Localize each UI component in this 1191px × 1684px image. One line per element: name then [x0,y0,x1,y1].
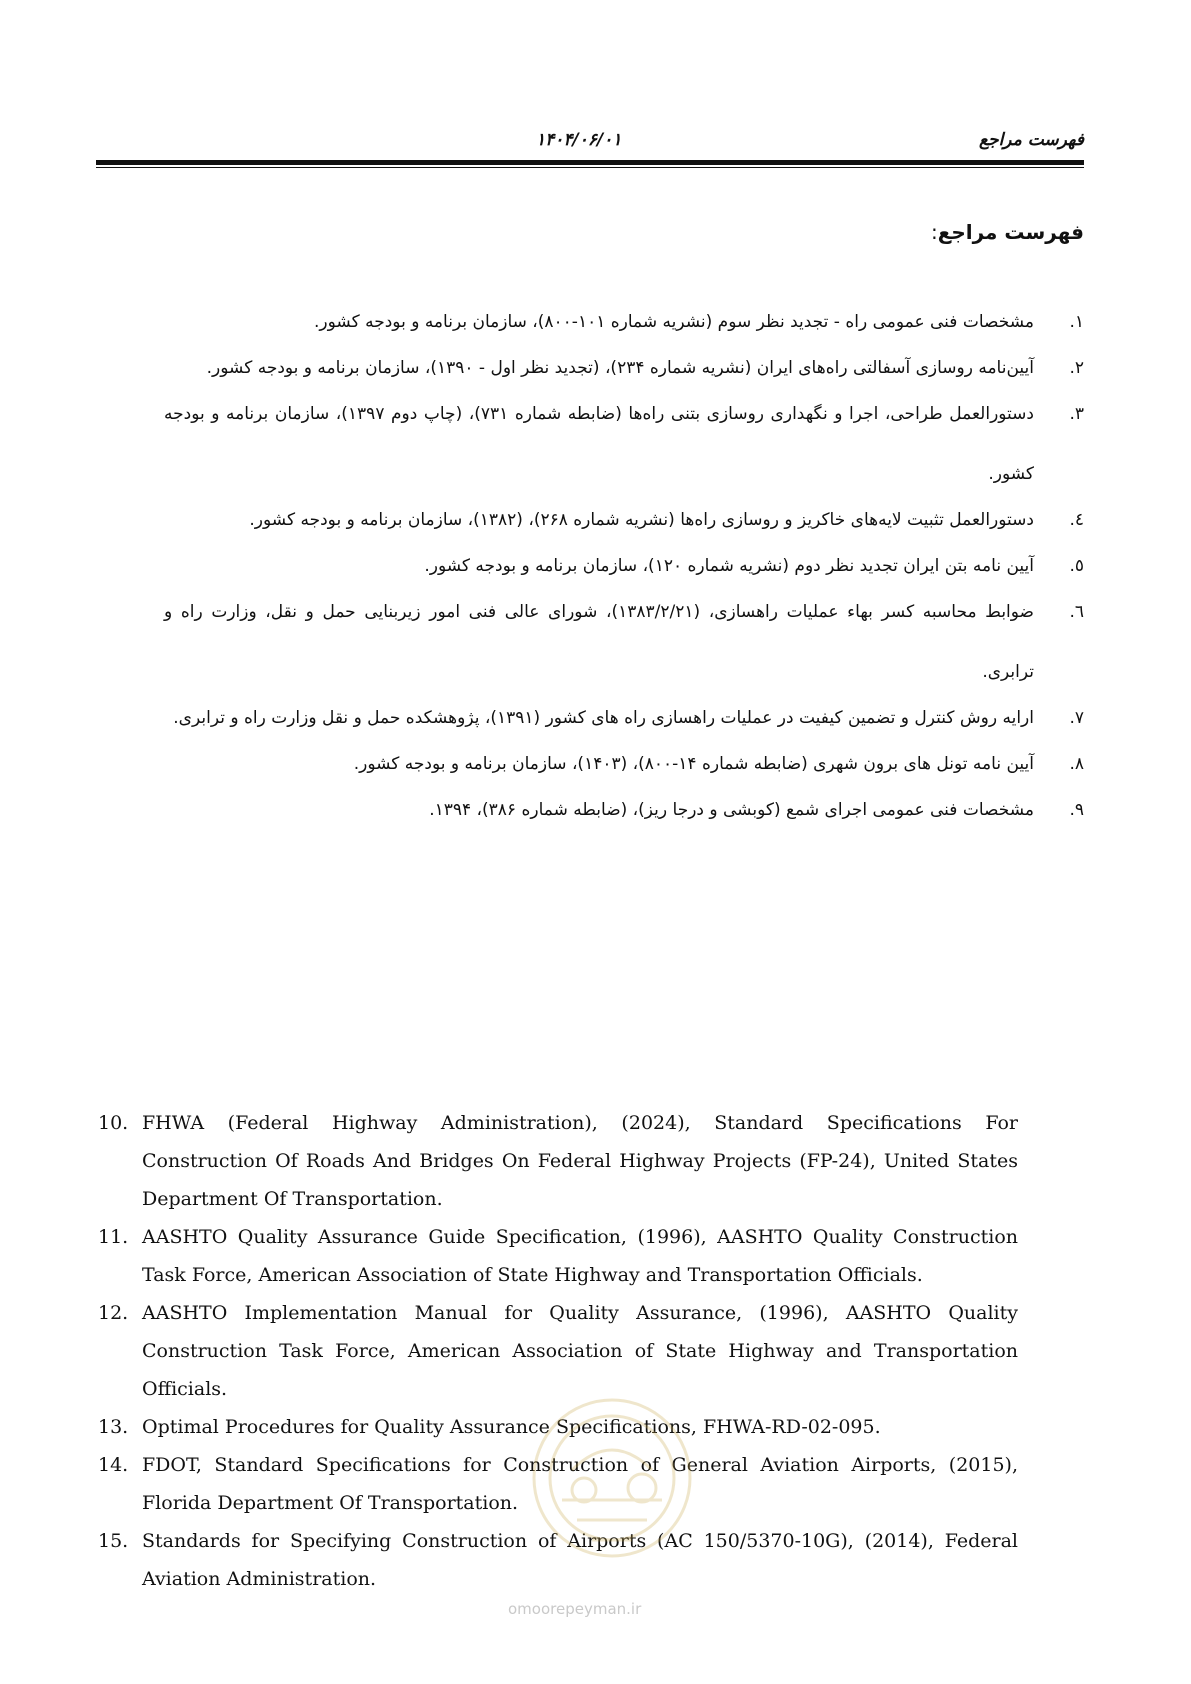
reference-item [98,1104,1018,1218]
reference-text: آیین نامه بتن ایران تجدید نظر دوم (نشریه شماره ۱۲۰)، سازمان برنامه و بودجه کشور. [424,556,1034,576]
reference-number: ۹. [1069,800,1084,820]
seal-logo-icon [492,1370,732,1570]
header-rule-thick [96,160,1084,165]
reference-item [124,384,1084,504]
reference-number: ۸. [1069,754,1084,774]
reference-number: 15. [98,1530,129,1552]
reference-number: ۳. [1069,404,1084,424]
reference-number: 11. [98,1226,129,1248]
section-title [931,220,1084,244]
reference-text: آیین‌نامه روسازی آسفالتی راه‌های ایران (نشریه شماره ۲۳۴)، (تجدید نظر اول - ۱۳۹۰)، سازمان برنامه و بودجه کشور. [206,358,1034,378]
header-date: ۱۴۰۴/۰۶/۰۱ [536,130,622,150]
section-title-text: فهرست مراجع [937,220,1084,244]
reference-number: 12. [98,1302,129,1324]
reference-text: ضوابط محاسبه کسر بهاء عملیات راهسازی، (۱۳۸۳/۲/۲۱)، شورای عالی فنی امور زیربنایی حمل و نقل، وزارت راه و ترابری. [164,602,1034,682]
reference-number: ٦. [1069,602,1084,622]
header-title: فهرست مراجع [979,130,1084,150]
reference-text: مشخصات فنی عمومی راه - تجدید نظر سوم (نشریه شماره ۱۰۱-۸۰۰)، سازمان برنامه و بودجه کشور. [314,312,1034,332]
reference-text: مشخصات فنی عمومی اجرای شمع (کوبشی و درجا ریز)، (ضابطه شماره ۳۸۶)، ۱۳۹۴. [429,800,1034,820]
reference-text: AASHTO Quality Assurance Guide Specification, (1996), AASHTO Quality Construction Task Force, American Association of State Highway and Transportation Officials. [142,1226,1018,1286]
reference-text: آیین نامه تونل های برون شهری (ضابطه شماره ۱۴-۸۰۰)، (۱۴۰۳)، سازمان برنامه و بودجه کشور. [353,754,1034,774]
reference-text: ارایه روش کنترل و تضمین کیفیت در عملیات راهسازی راه های کشور (۱۳۹۱)، پژوهشکده حمل و نقل وزارت راه و ترابری. [173,708,1034,728]
watermark-url: omoorepeyman.ir [508,1600,642,1618]
reference-number: ۲. [1069,358,1084,378]
section-title-colon: : [930,220,938,244]
reference-text: Standards for Specifying Construction of Airports (AC 150/5370-10G), (2014), Federal Aviation Administration. [142,1530,1018,1590]
reference-number: ٤. [1069,510,1084,530]
reference-number: 13. [98,1416,129,1438]
reference-text: Optimal Procedures for Quality Assurance Specifications, FHWA-RD-02-095. [142,1416,881,1438]
reference-number: ۱. [1069,312,1084,332]
persian-reference-list [124,292,1084,840]
reference-text: دستورالعمل تثبیت لایه‌های خاکریز و روسازی راه‌ها (نشریه شماره ۲۶۸)، (۱۳۸۲)، سازمان برنامه و بودجه کشور. [249,510,1034,530]
reference-number: ۷. [1069,708,1084,728]
reference-item [98,1218,1018,1294]
reference-text: FDOT, Standard Specifications for Construction of General Aviation Airports, (2015), Florida Department Of Transportation. [142,1454,1018,1514]
page-header [96,128,1084,162]
reference-text: FHWA (Federal Highway Administration), (2024), Standard Specifications For Construction Of Roads And Bridges On Federal Highway Projects (FP-24), United States Department Of Transportation. [142,1112,1018,1210]
reference-text: دستورالعمل طراحی، اجرا و نگهداری روسازی بتنی راه‌ها (ضابطه شماره ۷۳۱)، (چاپ دوم ۱۳۹۷)، سازمان برنامه و بودجه کشور. [164,404,1035,484]
reference-item [124,780,1084,840]
reference-number: 10. [98,1112,129,1134]
reference-number: 14. [98,1454,129,1476]
reference-number: ٥. [1069,556,1084,576]
reference-text: AASHTO Implementation Manual for Quality Assurance, (1996), AASHTO Quality Construction Task Force, American Association of State Highway and Transportation Officials. [142,1302,1018,1400]
header-rule-thin [96,167,1084,168]
reference-item [124,582,1084,702]
